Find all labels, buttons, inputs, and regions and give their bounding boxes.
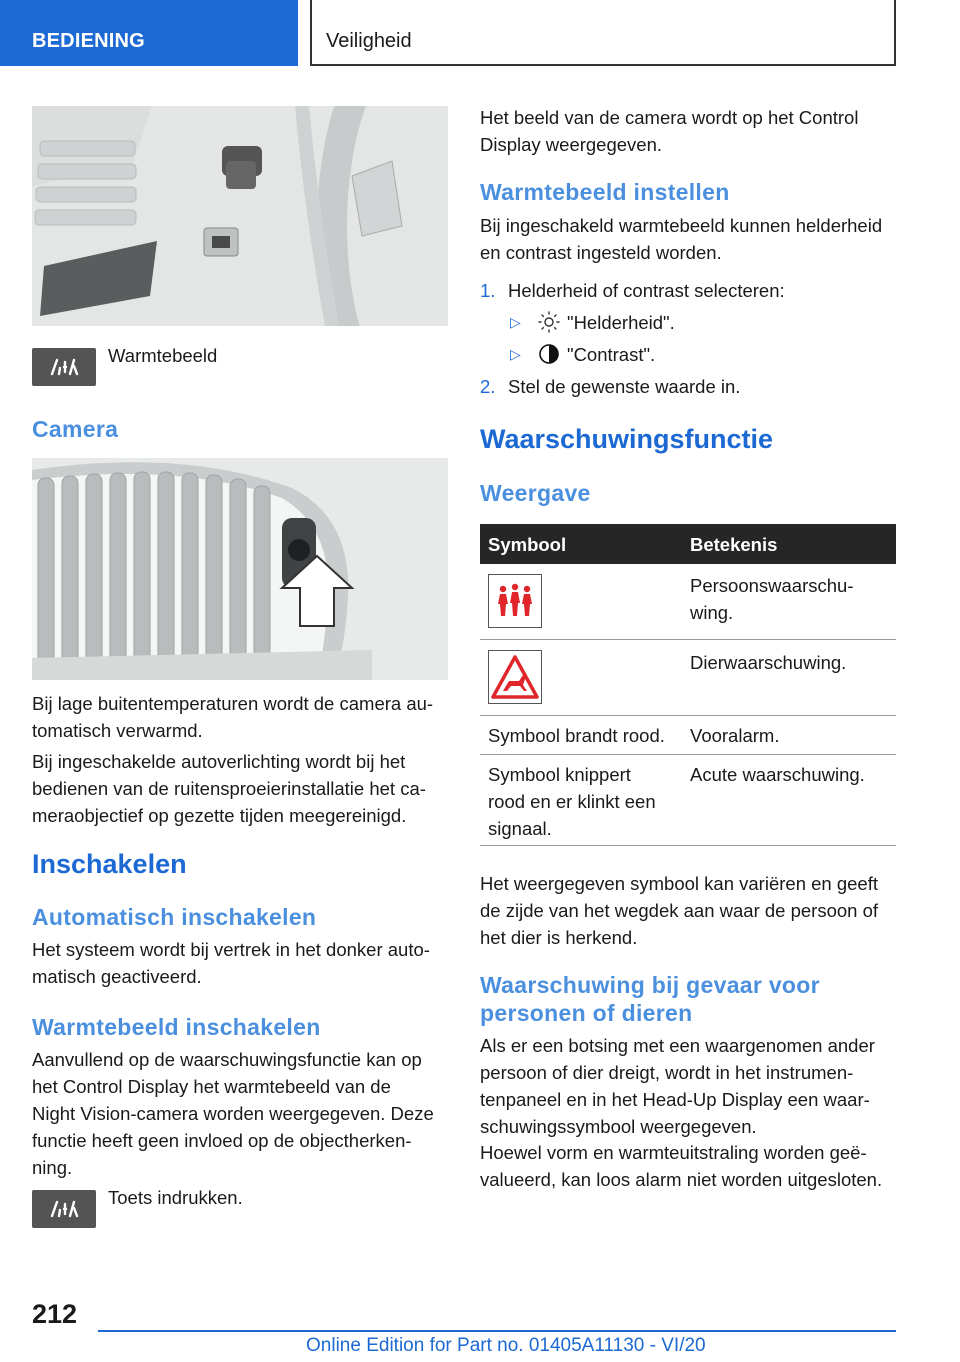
thermal-image-button: [32, 348, 96, 386]
column-header-symbol: Symbool: [488, 534, 567, 555]
section-title: BEDIENING: [32, 30, 145, 52]
thermal-image-button-2: [32, 1190, 96, 1228]
table-row: [480, 640, 896, 716]
step-text: Helderheid of contrast selecteren:: [508, 280, 785, 301]
table-cell-symbol: Symbool knippert rood en er klinkt een signaal.: [488, 764, 656, 839]
brightness-icon: [538, 311, 560, 338]
step-number: 1.: [480, 280, 496, 301]
table-header: [480, 524, 896, 564]
danger-paragraph-2: Hoewel vorm en warmteuitstraling worden geë- valueerd, kan loos alarm niet worden uitgesloten.: [480, 1142, 883, 1190]
warning-function-heading: Waarschuwingsfunctie: [480, 424, 774, 454]
contrast-icon: [538, 343, 560, 370]
night-vision-icon: [32, 1190, 96, 1228]
substep-text: "Helderheid".: [567, 312, 675, 333]
step-number: 2.: [480, 376, 496, 397]
danger-warning-heading: Waarschuwing bij gevaar voor personen of dieren: [480, 972, 820, 1026]
switch-on-heading: Inschakelen: [32, 849, 187, 879]
table-cell-symbol: Symbool brandt rood.: [488, 725, 665, 746]
step-text: Stel de gewenste waarde in.: [508, 376, 741, 397]
table-cell-meaning: Acute waarschuwing.: [690, 764, 865, 785]
table-cell-meaning: Vooralarm.: [690, 725, 780, 746]
thermal-switch-on-paragraph: Aanvullend op de waarschuwingsfunctie kan op het Control Display het warmtebeeld van de Night Vision-camera worden weergegeven. Deze functie heeft geen invloed op de objectherken- ning.: [32, 1049, 434, 1178]
table-cell-meaning: Persoonswaarschu- wing.: [690, 575, 854, 623]
intro-paragraph: Het beeld van de camera wordt op het Control Display weergegeven.: [480, 107, 859, 155]
table-row: [480, 716, 896, 755]
section-tab: [0, 0, 298, 66]
table-cell-meaning: Dierwaarschuwing.: [690, 652, 847, 673]
substep-text: "Contrast".: [567, 344, 656, 365]
chapter-title: Veiligheid: [326, 30, 412, 52]
thermal-settings-paragraph: Bij ingeschakeld warmtebeeld kunnen helderheid en contrast ingesteld worden.: [480, 215, 883, 263]
danger-paragraph-1: Als er een botsing met een waargenomen ander persoon of dier dreigt, wordt in het instrumen- tenpaneel en in het Head-Up Display een waar- schuwingssymbool weergegeven.: [480, 1035, 875, 1137]
camera-grille-illustration: [32, 458, 448, 680]
animal-warning-icon: [488, 650, 542, 704]
camera-paragraph-1: Bij lage buitentemperaturen wordt de camera au- tomatisch verwarmd.: [32, 693, 434, 741]
table-row: [480, 564, 896, 640]
column-header-meaning: Betekenis: [690, 534, 778, 555]
chapter-tab: [310, 0, 896, 66]
table-row: [480, 755, 896, 846]
camera-paragraph-2: Bij ingeschakelde autoverlichting wordt bij het bedienen van de ruitensproeierinstallatie het ca- meraobjectief op gezette tijden meegereinigd.: [32, 751, 426, 826]
button-caption-thermal: Warmtebeeld: [108, 345, 218, 366]
night-vision-icon: [32, 348, 96, 386]
dashboard-illustration: [32, 106, 448, 326]
button-caption-press: Toets indrukken.: [108, 1187, 243, 1208]
thermal-settings-heading: Warmtebeeld instellen: [480, 179, 730, 205]
auto-switch-on-heading: Automatisch inschakelen: [32, 904, 317, 930]
footer-divider: [98, 1330, 896, 1332]
substep-marker: ▷: [510, 314, 521, 330]
display-heading: Weergave: [480, 480, 591, 506]
pedestrian-warning-icon: [488, 574, 542, 628]
substep-marker: ▷: [510, 346, 521, 362]
auto-switch-on-paragraph: Het systeem wordt bij vertrek in het donker auto- matisch geactiveerd.: [32, 939, 430, 987]
thermal-switch-on-heading: Warmtebeeld inschakelen: [32, 1014, 321, 1040]
after-table-paragraph: Het weergegeven symbool kan variëren en geeft de zijde van het wegdek aan waar de persoon of het dier is herkend.: [480, 873, 879, 948]
page-number: 212: [32, 1299, 78, 1329]
camera-heading: Camera: [32, 416, 119, 442]
symbol-table: [480, 524, 896, 846]
edition-text: Online Edition for Part no. 01405A11130 - VI/20: [306, 1335, 706, 1356]
